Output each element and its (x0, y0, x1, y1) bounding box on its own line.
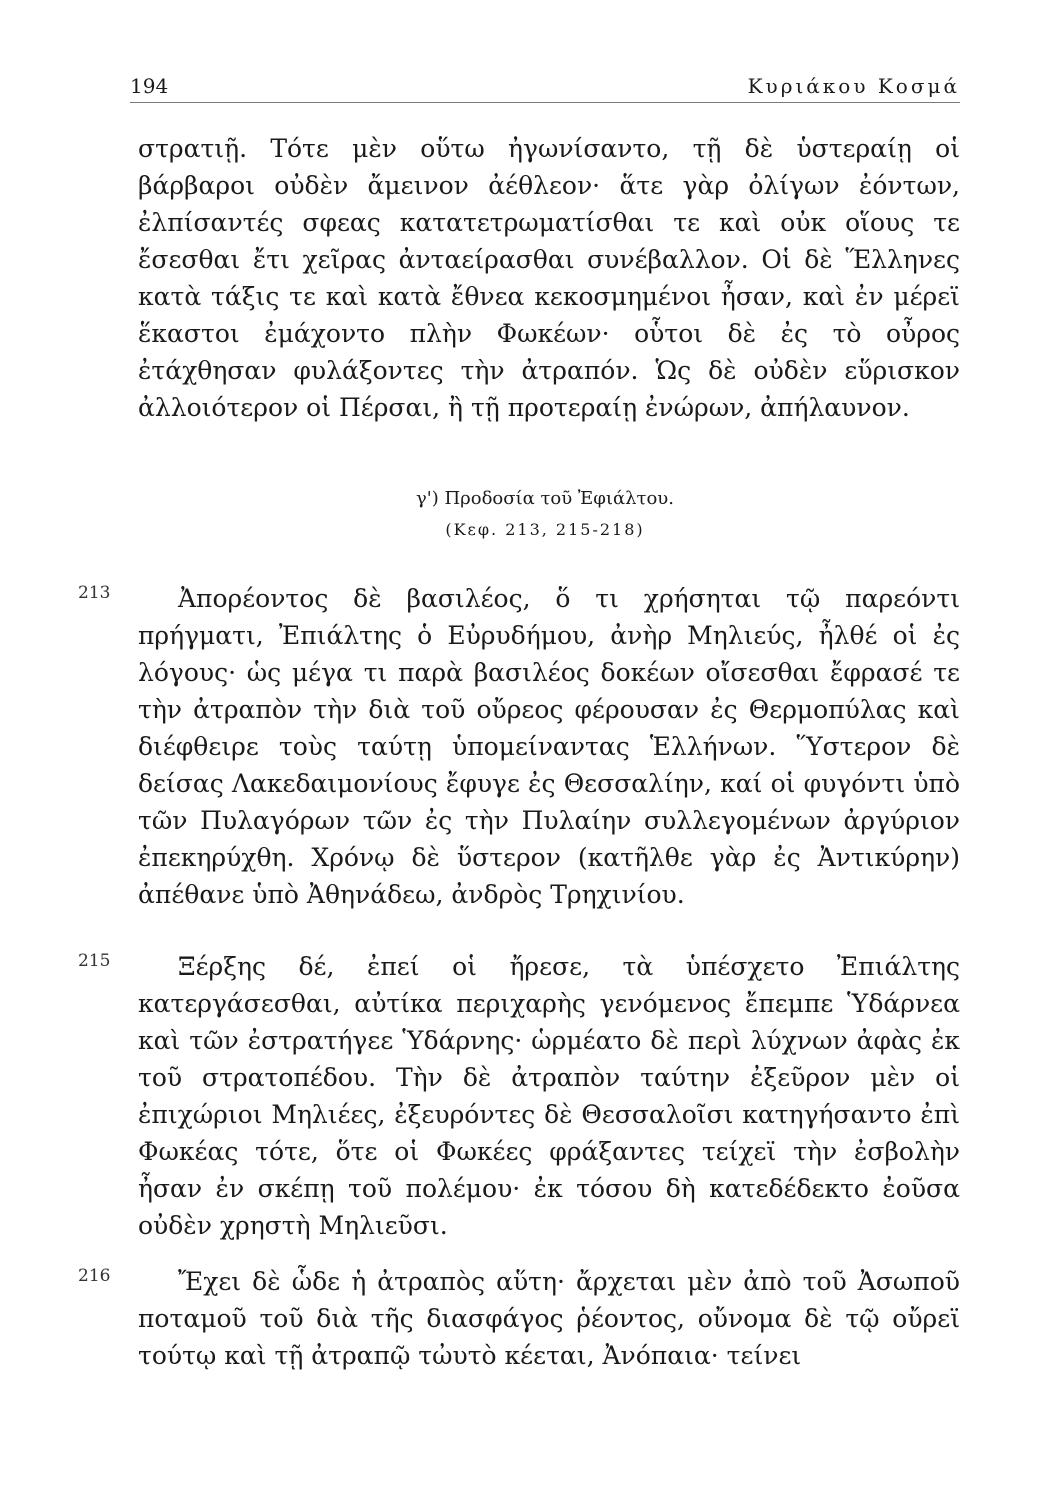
running-head-title: Κυριάκου Κοσμά (747, 74, 960, 98)
paragraph-216 (78, 1263, 960, 1374)
paragraph-text: Ἀπορέοντος δὲ βασιλέος, ὅ τι χρήσηται τῷ παρεόντι πρήγματι, Ἐπιάλτης ὁ Εὐρυδήμου, ἀνὴρ Μηλιεύς, ἦλθέ οἱ ἐς λόγους· ὡς μέγα τι παρὰ βασιλέος δοκέων οἴσεσθαι ἔφρασέ τε τὴν ἀτραπὸν τὴν διὰ τοῦ οὔρεος φέρουσαν ἐς Θερμοπύλας καὶ διέφθειρε τοὺς ταύτῃ ὑπομείναντας Ἑλλήνων. Ὕστερον δὲ δείσας Λακεδαιμονίους ἔφυγε ἐς Θεσσαλίην, καί οἱ φυγόντι ὑπὸ τῶν Πυλαγόρων τῶν ἐς τὴν Πυλαίην συλλεγομένων ἀργύριον ἐπεκηρύχθη. Χρόνῳ δὲ ὕστερον (κατῆλθε γὰρ ἐς Ἀντικύρην) ἀπέθανε ὑπὸ Ἀθηνάδεω, ἀνδρὸς Τρηχινίου. (138, 584, 960, 909)
page-number: 194 (130, 74, 169, 98)
running-head (130, 68, 960, 103)
section-title: γ') Προδοσία τοῦ Ἐφιάλτου. (416, 488, 674, 509)
paragraph-number: 216 (78, 1266, 111, 1286)
paragraph-text: Ξέρξης δέ, ἐπεί οἱ ἤρεσε, τὰ ὑπέσχετο Ἐπιάλτης κατεργάσεσθαι, αὐτίκα περιχαρὴς γενόμενος ἔπεμπε Ὑδάρνεα καὶ τῶν ἐστρατήγεε Ὑδάρνης· ὡρμέατο δὲ περὶ λύχνων ἀφὰς ἐκ τοῦ στρατοπέδου. Τὴν δὲ ἀτραπὸν ταύτην ἐξεῦρον μὲν οἱ ἐπιχώριοι Μηλιέες, ἐξευρόντες δὲ Θεσσαλοῖσι κατηγήσαντο ἐπὶ Φωκέας τότε, ὅτε οἱ Φωκέες φράξαντες τείχεϊ τὴν ἐσβολὴν ἦσαν ἐν σκέπῃ τοῦ πολέμου· ἐκ τόσου δὴ κατεδέδεκτο ἐοῦσα οὐδὲν χρηστὴ Μηλιεῦσι. (138, 952, 960, 1240)
section-reference: (Κεφ. 213, 215-218) (445, 520, 645, 539)
paragraph-number: 213 (78, 583, 111, 603)
paragraph-213 (78, 580, 960, 913)
intro-paragraph: στρατιῇ. Τότε μὲν οὕτω ἠγωνίσαντο, τῇ δὲ ὑστεραίῃ οἱ βάρβαροι οὐδὲν ἄμεινον ἀέθλεον· ἅτε γὰρ ὀλίγων ἐόντων, ἐλπίσαντές σφεας κατατετρωματίσθαι τε καὶ οὐκ οἵους τε ἔσεσθαι ἔτι χεῖρας ἀνταείρασθαι συνέβαλλον. Οἱ δὲ Ἕλληνες κατὰ τάξις τε καὶ κατὰ ἔθνεα κεκοσμημένοι ἦσαν, καὶ ἐν μέρεϊ ἕκαστοι ἐμάχοντο πλὴν Φωκέων· οὗτοι δὲ ἐς τὸ οὖρος ἐτάχθησαν φυλάξοντες τὴν ἀτραπόν. Ὡς δὲ οὐδὲν εὕρισκον ἀλλοιότερον οἱ Πέρσαι, ἢ τῇ προτεραίῃ ἐνώρων, ἀπήλαυνον. (138, 134, 960, 422)
paragraph-text: Ἔχει δὲ ὧδε ἡ ἀτραπὸς αὕτη· ἄρχεται μὲν ἀπὸ τοῦ Ἀσωποῦ ποταμοῦ τοῦ διὰ τῆς διασφάγος ῥέοντος, οὔνομα δὲ τῷ οὔρεϊ τούτῳ καὶ τῇ ἀτραπῷ τὠυτὸ κέεται, Ἀνόπαια· τείνει (138, 1267, 960, 1370)
paragraph-number: 215 (78, 951, 111, 971)
paragraph-215 (78, 948, 960, 1244)
